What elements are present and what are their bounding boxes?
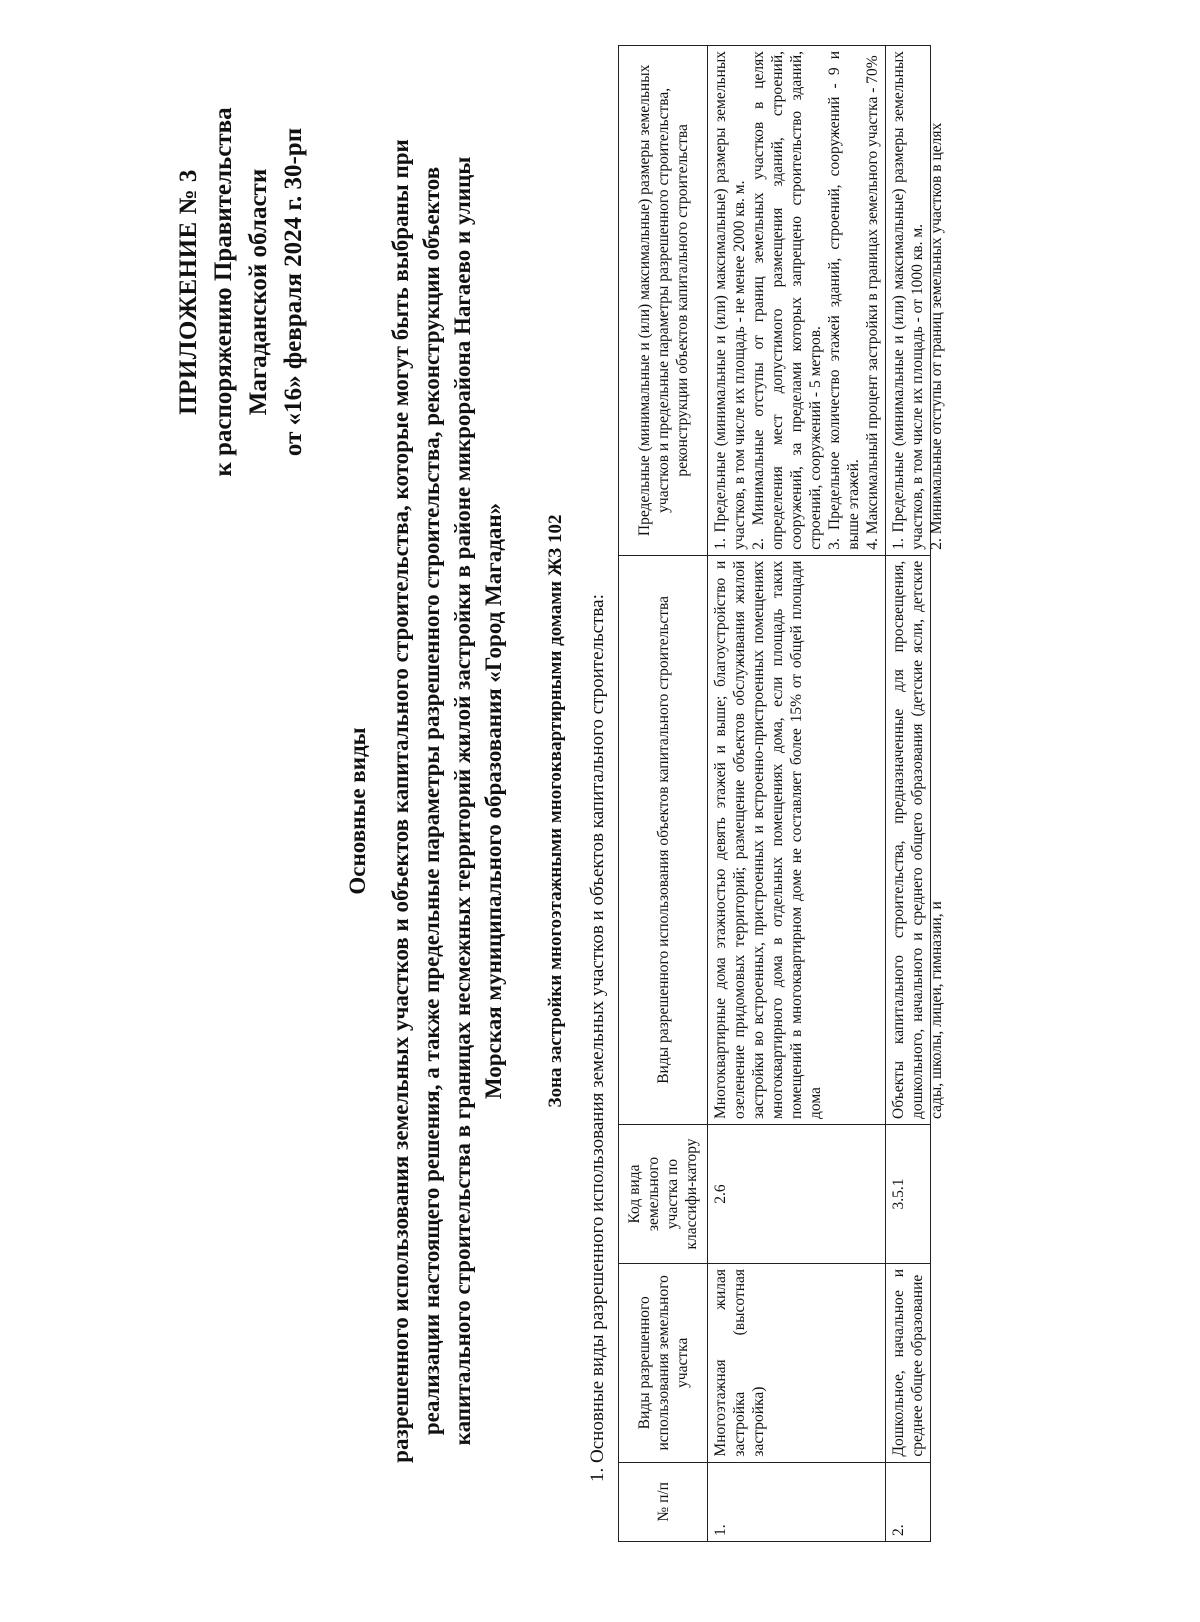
appendix-title: ПРИЛОЖЕНИЕ № 3 (175, 169, 202, 415)
param-line: 2. Минимальные отступы от границ земельных участков в целях (928, 122, 945, 550)
row-params (886, 46, 945, 556)
row-params-text (889, 51, 945, 550)
row-objects (886, 555, 945, 1124)
row-kind: Дошкольное, начальное и среднее общее образование (886, 1264, 931, 1463)
header-params: Предельные (минимальные и (или) максимальные) размеры земельных участков и предельные параметры разрешенного строительства, реконструкции объектов капитального строительства (619, 46, 708, 556)
header-kind: Виды разрешенного использования земельного участка (619, 1264, 708, 1463)
header-objects: Виды разрешенного использования объектов капитального строительства (619, 555, 708, 1124)
param-line: 4. Максимальный процент застройки в границах земельного участка - 70% (864, 55, 881, 550)
row-objects: Многоквартирные дома этажностью девять этажей и выше; благоустройство и озеленение придомовых территорий; размещение объектов обслуживания жилой застройки во встроенных, пристроенных и встроенно-пристроенных помещениях многоквартирного дома в отдельных помещениях дома, если площадь таких помещений в многоквартирном доме не составляет более 15% от общей площади дома (708, 555, 886, 1124)
row-num: 1. (708, 1462, 886, 1541)
param-line: 1. Предельные (минимальные и (или) максимальные) размеры земельных участков, в том числе их площадь - от 1000 кв. м. (890, 51, 926, 550)
section-title: 1. Основные виды разрешенного использования земельных участков и объектов капитального строительства: (587, 594, 608, 1482)
param-line: 1. Предельные (минимальные и (или) максимальные) размеры земельных участков, в том числе их площадь - не менее 2000 кв. м. (712, 51, 748, 550)
row-code: 2.6 (708, 1125, 886, 1264)
param-line: 3. Предельное количество этажей зданий, строений, сооружений - 9 и выше этажей. (826, 51, 862, 550)
header-code: Код вида земельного участка по классифи-катору (619, 1125, 708, 1264)
row-params (708, 46, 886, 556)
table-row (886, 46, 931, 1542)
document-title: Основные виды (345, 727, 370, 895)
appendix-line-1: к распоряжению Правительства (210, 107, 237, 477)
row-kind: Многоэтажная жилая застройка (высотная застройка) (708, 1264, 886, 1463)
document-subtitle: разрешенного использования земельных участков и объектов капитального строительства, которые могут быть выбраны при реализации настоящего решения, а также предельные параметры разрешенного строительства, реконструкции объектов капитального строительства в границах несмежных территорий жилой застройки в районе микрорайона Нагаево и улицы Морская муниципального образования «Город Магадан» (388, 139, 506, 1463)
appendix-line-2: Магаданской области (245, 168, 272, 416)
appendix-date: от «16» февраля 2024 г. 30-рп (280, 127, 307, 457)
header-num: № п/п (619, 1462, 708, 1541)
table-row (708, 46, 886, 1542)
row-code: 3.5.1 (886, 1125, 931, 1264)
table-header-row (619, 46, 708, 1542)
land-use-table (618, 45, 945, 1542)
param-line: 2. Минимальные отступы от границ земельных участков в целях определения мест допустимого размещения зданий, строений, сооружений, за пределами которых запрещено строительство зданий, строений, сооружений - 5 метров. (750, 51, 824, 550)
row-objects-text: Объекты капитального строительства, предназначенные для просвещения, дошкольного, начального и среднего общего образования (детские ясли, детские сады, школы, лицеи, гимназии, и (890, 560, 945, 1119)
zone-title: Зона застройки многоэтажными многоквартирными домами ЖЗ 102 (545, 514, 566, 1108)
row-num: 2. (886, 1462, 931, 1541)
